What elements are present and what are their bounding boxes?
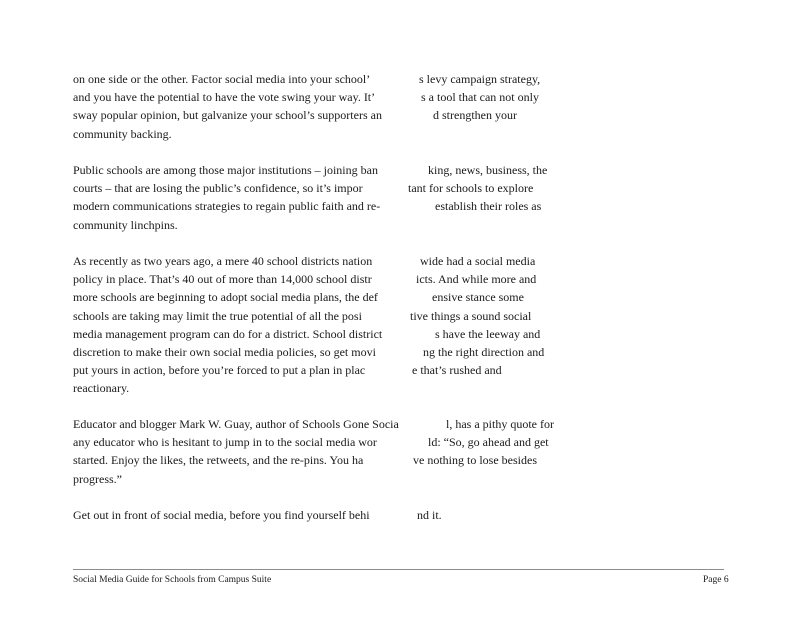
text-line xyxy=(0,70,800,88)
text-line xyxy=(0,307,800,325)
line-right: s have the leeway and xyxy=(435,326,541,341)
line-right: ensive stance some xyxy=(432,290,524,305)
footer-page-number: Page 6 xyxy=(703,575,729,585)
text-line xyxy=(0,216,800,234)
line-left: on one side or the other. Factor social media into your school’ xyxy=(73,72,371,86)
text-line xyxy=(0,252,800,270)
text-line xyxy=(0,470,800,488)
line-right: king, news, business, the xyxy=(428,163,548,177)
line-left: reactionary. xyxy=(73,381,130,396)
line-left: schools are taking may limit the true potential of all the posi xyxy=(73,308,362,323)
line-left: Educator and blogger Mark W. Guay, author of Schools Gone Socia xyxy=(73,417,399,431)
line-left: media management program can do for a district. School district xyxy=(73,326,383,341)
text-line xyxy=(0,343,800,361)
line-right: wide had a social media xyxy=(420,254,536,268)
line-right: icts. And while more and xyxy=(416,272,537,287)
line-right: ng the right direction and xyxy=(423,344,545,359)
text-line xyxy=(0,325,800,343)
line-right: e that’s rushed and xyxy=(412,363,502,378)
text-line xyxy=(0,415,800,433)
paragraph-levy-campaign xyxy=(0,70,800,143)
line-right: l, has a pithy quote for xyxy=(446,417,554,431)
line-left: more schools are beginning to adopt social media plans, the def xyxy=(73,290,378,305)
line-right: establish their roles as xyxy=(435,199,542,214)
line-right: d strengthen your xyxy=(433,108,517,123)
paragraph-public-confidence xyxy=(0,161,800,234)
text-line xyxy=(0,161,800,179)
line-right: ld: “So, go ahead and get xyxy=(428,435,549,450)
text-line xyxy=(0,106,800,124)
line-left: and you have the potential to have the vote swing your way. It’ xyxy=(73,90,376,105)
line-left: As recently as two years ago, a mere 40 school districts nation xyxy=(73,254,373,268)
line-right: nd it. xyxy=(417,508,442,522)
text-line xyxy=(0,379,800,397)
paragraph-guay-quote xyxy=(0,415,800,488)
text-line xyxy=(0,506,800,524)
line-right: s levy campaign strategy, xyxy=(419,72,541,86)
footer-document-title: Social Media Guide for Schools from Campus Suite xyxy=(73,575,272,585)
line-left: courts – that are losing the public’s confidence, so it’s impor xyxy=(73,181,363,196)
paragraph-closing xyxy=(0,506,800,524)
line-left: sway popular opinion, but galvanize your school’s supporters an xyxy=(73,108,382,123)
line-right: tive things a sound social xyxy=(410,308,532,323)
footer-divider xyxy=(73,569,724,570)
text-line xyxy=(0,125,800,143)
line-left: Public schools are among those major institutions – joining ban xyxy=(73,163,378,177)
line-left: policy in place. That’s 40 out of more than 14,000 school distr xyxy=(73,272,372,287)
text-line xyxy=(0,197,800,215)
text-line xyxy=(0,88,800,106)
text-line xyxy=(0,433,800,451)
line-left: discretion to make their own social media policies, so get movi xyxy=(73,344,376,359)
line-right: ve nothing to lose besides xyxy=(413,453,537,468)
paragraph-policy-adoption xyxy=(0,252,800,398)
text-line xyxy=(0,288,800,306)
line-left: progress.” xyxy=(73,471,122,486)
line-left: community backing. xyxy=(73,126,172,141)
line-left: Get out in front of social media, before you find yourself behi xyxy=(73,508,370,522)
line-left: put yours in action, before you’re forced to put a plan in plac xyxy=(73,363,366,378)
line-left: any educator who is hesitant to jump in to the social media wor xyxy=(73,435,377,450)
line-left: started. Enjoy the likes, the retweets, and the re-pins. You ha xyxy=(73,453,364,468)
line-left: modern communications strategies to regain public faith and re- xyxy=(73,199,381,214)
text-line xyxy=(0,270,800,288)
text-line xyxy=(0,361,800,379)
line-left: community linchpins. xyxy=(73,217,178,232)
text-line xyxy=(0,451,800,469)
line-right: s a tool that can not only xyxy=(421,90,539,105)
line-right: tant for schools to explore xyxy=(408,181,534,196)
text-line xyxy=(0,179,800,197)
